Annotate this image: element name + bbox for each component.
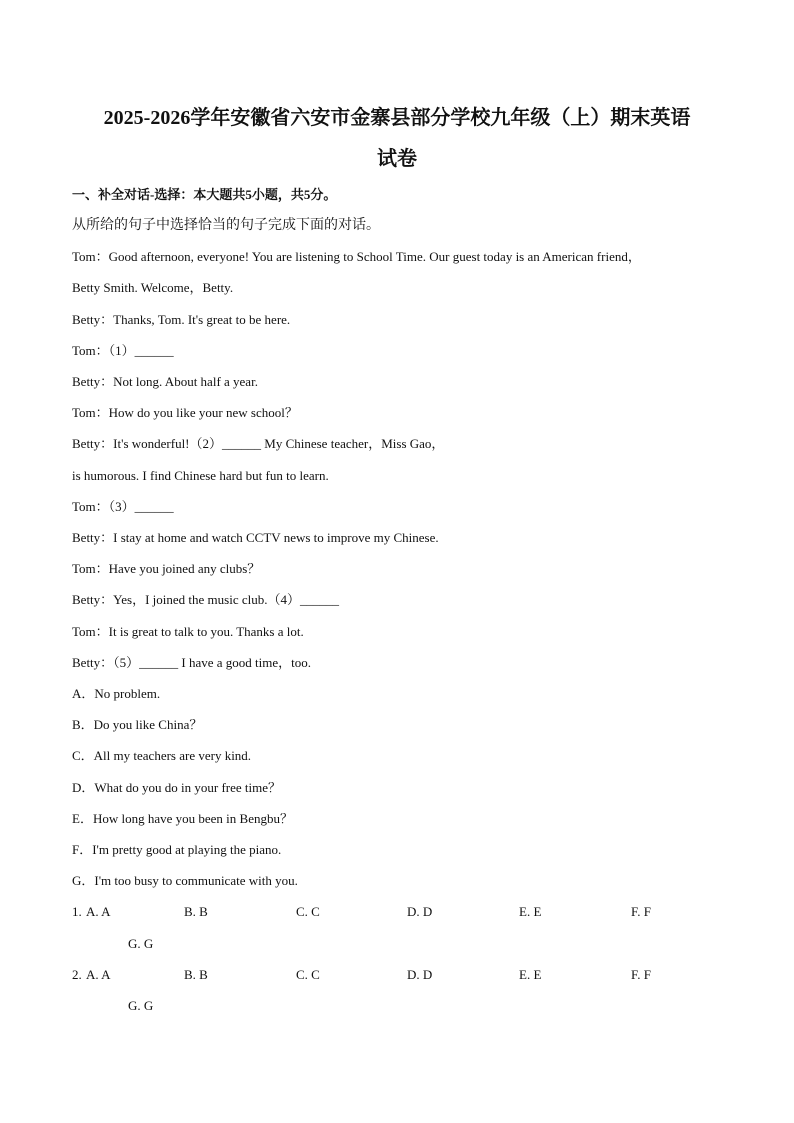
option-g[interactable]: G. G xyxy=(128,936,154,951)
option-g[interactable]: G. G xyxy=(128,998,154,1013)
dialogue-line: is humorous. I find Chinese hard but fun to learn. xyxy=(72,468,329,483)
option-f[interactable]: F. F xyxy=(631,904,651,919)
dialogue-line: Tom：Have you joined any clubs？ xyxy=(72,561,261,576)
option-a[interactable]: A. A xyxy=(86,904,111,919)
choice-item: D．What do you do in your free time？ xyxy=(72,780,282,795)
choice-item: A．No problem. xyxy=(72,686,161,701)
section-heading: 一、补全对话-选择：本大题共5小题，共5分。 xyxy=(72,187,337,202)
option-d[interactable]: D. D xyxy=(407,967,433,982)
exam-title-line-1: 2025-2026学年安徽省六安市金寨县部分学校九年级（上）期末英语 xyxy=(103,107,691,129)
dialogue-line: Betty：Yes，I joined the music club.（4）______ xyxy=(72,592,339,607)
dialogue-line: Betty：（5）______ I have a good time，too. xyxy=(72,655,312,670)
option-c[interactable]: C. C xyxy=(296,967,320,982)
question-1-options xyxy=(72,903,722,921)
question-number: 2. xyxy=(72,967,82,982)
dialogue-line: Betty：It's wonderful!（2）______ My Chinese teacher，Miss Gao， xyxy=(72,436,445,451)
option-d[interactable]: D. D xyxy=(407,904,433,919)
choice-item: C．All my teachers are very kind. xyxy=(72,748,252,763)
dialogue-line: Betty Smith. Welcome，Betty. xyxy=(72,280,234,295)
choice-item: B．Do you like China？ xyxy=(72,717,203,732)
option-b[interactable]: B. B xyxy=(184,904,208,919)
exam-title-line-2: 试卷 xyxy=(377,148,417,170)
dialogue-line: Tom：（1）______ xyxy=(72,343,174,358)
question-2-options xyxy=(72,966,722,984)
section-instruction: 从所给的句子中选择恰当的句子完成下面的对话。 xyxy=(72,218,380,233)
question-number: 1. xyxy=(72,904,82,919)
dialogue-line: Tom：How do you like your new school？ xyxy=(72,405,298,420)
option-e[interactable]: E. E xyxy=(519,967,542,982)
choice-item: E．How long have you been in Bengbu？ xyxy=(72,811,293,826)
option-f[interactable]: F. F xyxy=(631,967,651,982)
choice-item: F．I'm pretty good at playing the piano. xyxy=(72,842,282,857)
dialogue-line: Betty：Thanks, Tom. It's great to be here. xyxy=(72,312,291,327)
dialogue-line: Betty：I stay at home and watch CCTV news to improve my Chinese. xyxy=(72,530,439,545)
option-b[interactable]: B. B xyxy=(184,967,208,982)
choice-item: G．I'm too busy to communicate with you. xyxy=(72,873,298,888)
option-a[interactable]: A. A xyxy=(86,967,111,982)
option-e[interactable]: E. E xyxy=(519,904,542,919)
dialogue-line: Betty：Not long. About half a year. xyxy=(72,374,258,389)
dialogue-line: Tom：Good afternoon, everyone! You are listening to School Time. Our guest today is an American friend， xyxy=(72,249,641,264)
dialogue-line: Tom：（3）______ xyxy=(72,499,174,514)
option-c[interactable]: C. C xyxy=(296,904,320,919)
dialogue-line: Tom：It is great to talk to you. Thanks a lot. xyxy=(72,624,304,639)
